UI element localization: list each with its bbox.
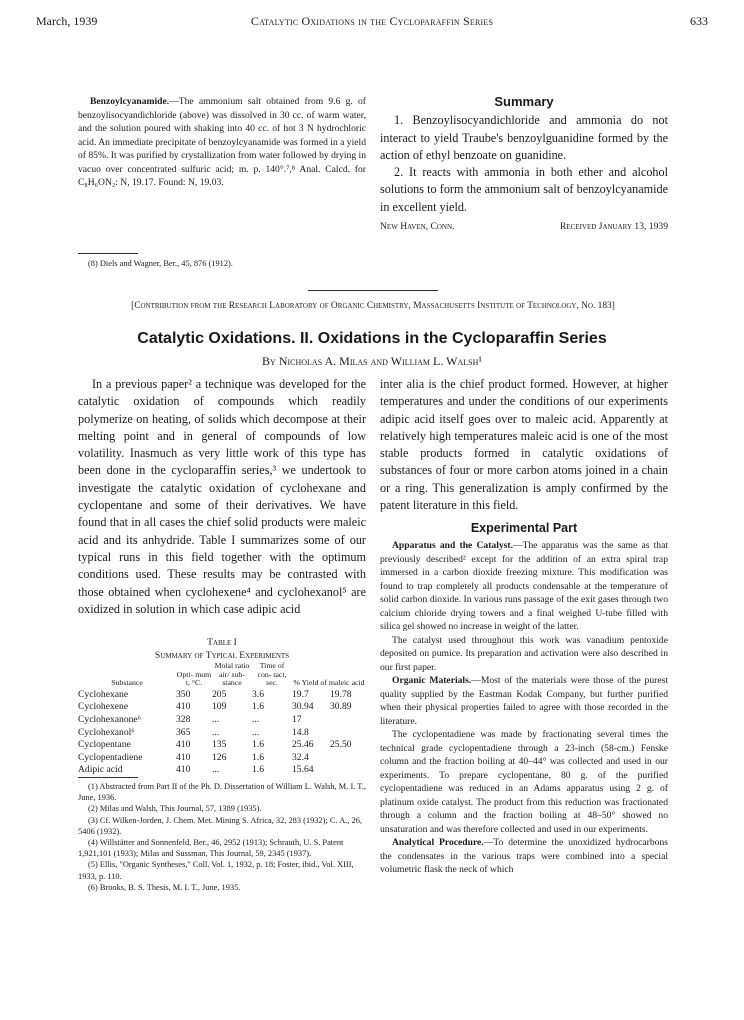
experimental-title: Experimental Part [470,521,578,535]
footnote: (6) Brooks, B. S. Thesis, M. I. T., June, 1935. [88,882,241,892]
th-ratio: Molal ratio air/ sub- stance [214,661,250,688]
table-row [78,739,366,752]
footnote: (1) Abstracted from Part II of the Ph. D. Dissertation of William L. Walsh, M. I. T., June, 1936. [78,782,366,803]
benzoyl-paragraph [78,95,366,190]
table-label: Table I [207,637,237,648]
cell-time: 1.6 [252,764,264,776]
experimental-p5-lead: Analytical Procedure. [392,837,484,848]
table-row [78,727,366,740]
experimental-p3-lead: Organic Materials. [392,675,472,686]
summary-item-1: 1. Benzoylisocyandichloride and ammonia do not interact to yield Traube's benzoylguanidine formed by the action of ethyl benzoate on guanidine. [380,113,668,162]
benzoyl-paragraph-text: —The ammonium salt obtained from 9.6 g. of benzoylisocyandichloride (above) was dissolved in 30 cc. of warm water, and the solution poured with shaking into 40 cc. of hot 3 N hydrochloric acid. An immediate precipitate of benzoylcyanamide was formed in a yield of 85%. It was purified by crystallization from water followed by drying in vacuo over concentrated sulfuric acid; m. p. 140°.⁷,⁸ Anal. Calcd. for C₈H₆ON₂: N, 19.17. Found: N, 19.03. [78,96,367,188]
cell-temp: 365 [176,726,191,738]
experimental-p4: The cyclopentadiene was made by fractionating several times the technical grade cyclopentadiene through a 23-inch (58-cm.) Fenske column and the fraction boiling at 40–44° was collected and used in our experiments. To prepare cyclopentane, 80 g. of the purified cyclopentadiene was reduced in an Adams apparatus using 2 g. of platinum oxide catalyst. The product from this reduction was fractionated through a column and the fraction boiling at 48–50° showed no unsaturation and was therefore collected and used in our experiments. [380,729,668,835]
th-temp: Opti- mum t, °C. [176,669,212,688]
cell-substance: Cyclohexane [78,688,129,700]
signoff [380,218,668,232]
cell-substance: Cyclopentane [78,739,131,751]
intro-left-paragraph: In a previous paper² a technique was developed for the catalytic oxidation of compounds which readily polymerize on heating, of solids which decompose at their melting point and in general of compounds of low volatility. Inasmuch as very little work of this type has been done in the cycloparaffin series,³ we undertook to investigate the catalytic oxidation of cyclohexane and cyclopentane and some of their derivatives. We have found that in all cases the chief solid products were maleic acid and its anhydride. Table I summarizes some of our typical runs in this field together with the optimum conditions used. These results may be contrasted with those obtained when cyclohexene⁴ and cyclohexanol⁵ are oxidized in solution in which case adipic acid [78,377,366,616]
experimental-p5 [380,836,668,877]
cell-time: 3.6 [252,688,264,700]
intro-right [380,376,668,514]
cell-temp: 410 [176,764,191,776]
cell-time: 1.6 [252,751,264,763]
cell-yield-2: 30.89 [330,701,352,713]
cell-ratio: 135 [212,739,227,751]
cell-temp: 410 [176,701,191,713]
experimental-p1 [380,539,668,634]
cell-yield-1: 17 [292,713,302,725]
table-body [78,689,366,777]
running-header [36,14,708,32]
cell-temp: 410 [176,751,191,763]
experimental-p1-lead: Apparatus and the Catalyst. [392,540,513,551]
cell-time: ... [252,726,260,738]
cell-substance: Adipic acid [78,764,123,776]
cell-time: 1.6 [252,739,264,751]
cell-yield-2 [330,727,366,740]
cell-ratio: 205 [212,688,227,700]
article-separator [308,290,438,291]
table-data [78,662,366,777]
cell-yield-1: 30.94 [292,701,314,713]
cell-ratio: ... [212,713,220,725]
table-row [78,764,366,777]
cell-substance: Cyclopentadiene [78,751,143,763]
signoff-place: New Haven, Conn. [380,221,455,233]
cell-yield-2 [330,714,366,727]
cell-yield-1: 25.46 [292,739,314,751]
experimental-section [380,520,668,877]
experimental-p5-text: —To determine the unoxidized hydrocarbons the condensates in the various traps were combined into a special volumetric flask the neck of which [380,837,668,875]
experimental-p1-text: —The apparatus was the same as that previously described² except for the addition of an extra spiral trap immersed in a carbon dioxide freezing mixture. This modification was found to trap completely all products condensable at the temperature of solid carbon dioxide. In various runs passage of the exit gases through two calcium chloride drying towers and a final weighed U-tube filled with silica gel showed no increase in weight of the latter. [380,540,668,632]
summary-section [380,93,668,232]
cell-yield-2: 19.78 [330,688,352,700]
table-row [78,689,366,702]
summary-title: Summary [494,94,554,109]
footnote: (4) Willstätter and Sonnenfeld, Ber., 46, 2952 (1913); Schrauth, U. S. Patent 1,921,101 (1933); Milas and Sussman, This Journal, 59, 2345 (1937). [78,838,344,859]
experimental-p3 [380,674,668,728]
cell-temp: 328 [176,713,191,725]
footnote-8: (8) Diels and Wagner, Ber., 45, 876 (1912). [88,259,233,268]
cell-time: ... [252,713,260,725]
table-1 [78,636,366,777]
footnote-rule-2 [78,777,138,778]
cell-temp: 410 [176,739,191,751]
header-date: March, 1939 [36,14,98,28]
intro-right-paragraph: inter alia is the chief product formed. However, at higher temperatures and under the conditions of our experiments adipic acid itself goes over to maleic acid. Apparently at relatively high temperatures maleic acid is one of the most stable products formed in catalytic oxidations of substances of four or more carbon atoms joined in a chain or a ring. This generalization is amply confirmed by the patent literature in this field. [380,377,668,513]
summary-item-2: 2. It reacts with ammonia in both ether and alcohol solutions to form the ammonium salt of benzoylcyanamide in excellent yield. [380,165,668,214]
cell-time: 1.6 [252,701,264,713]
contribution-line: [Contribution from the Research Laboratory of Organic Chemistry, Massachusetts Institute of Technology, No. 183] [131,301,615,311]
cell-substance: Cyclohexanol⁶ [78,726,135,738]
article-title: Catalytic Oxidations. II. Oxidations in the Cycloparaffin Series [137,330,607,347]
article-authors: By Nicholas A. Milas and William L. Walsh¹ [262,354,482,368]
intro-left [78,376,366,618]
cell-yield-2 [330,752,366,765]
cell-yield-2 [330,764,366,777]
cell-ratio: ... [212,726,220,738]
cell-ratio: 109 [212,701,227,713]
page-number: 633 [690,14,708,28]
cell-ratio: 126 [212,751,227,763]
cell-yield-1: 19.7 [292,688,309,700]
experimental-p2: The catalyst used throughout this work was vanadium pentoxide deposited on pumice. Its preparation and activation were also described in our first paper. [380,634,668,673]
cell-yield-1: 15.64 [292,764,314,776]
signoff-received: Received January 13, 1939 [559,221,668,233]
table-row [78,701,366,714]
th-yield: % Yield of maleic acid [293,678,365,688]
header-title: Catalytic Oxidations in the Cycloparaffin Series [250,14,494,28]
cell-yield-2: 25.50 [330,739,352,751]
footnote: (3) Cf. Wilken-Jorden, J. Chem. Met. Mining S. Africa, 32, 283 (1932); C. A., 26, 5406 (1932). [78,815,362,836]
table-row [78,714,366,727]
footnote: (5) Ellis, "Organic Syntheses," Coll. Vol. 1, 1932, p. 18; Foster, ibid., Vol. XIII, 1933, p. 110. [78,860,354,881]
footnote-rule [78,253,138,254]
footnotes [78,781,366,893]
cell-temp: 350 [176,688,191,700]
th-substance: Substance [111,678,143,688]
cell-substance: Cyclohexene [78,701,129,713]
footnote: (2) Milas and Walsh, This Journal, 57, 1389 (1935). [88,804,262,814]
benzoyl-paragraph-lead: Benzoylcyanamide. [90,96,170,107]
cell-yield-1: 14.8 [292,726,309,738]
prev-article-body [78,95,366,190]
th-time: Time of con- tact, sec. [257,661,287,688]
experimental-p3-text: —Most of the materials were those of the purest quality supplied by the Eastman Kodak Company, but further purified when their physical properties failed to agree with those recorded in the literature. [380,675,668,727]
table-caption: Summary of Typical Experiments [154,650,290,661]
cell-yield-1: 32.4 [292,751,309,763]
prev-footnote [78,258,366,269]
cell-substance: Cyclohexanone⁶ [78,713,142,725]
cell-ratio: ... [212,764,220,776]
table-row [78,752,366,765]
